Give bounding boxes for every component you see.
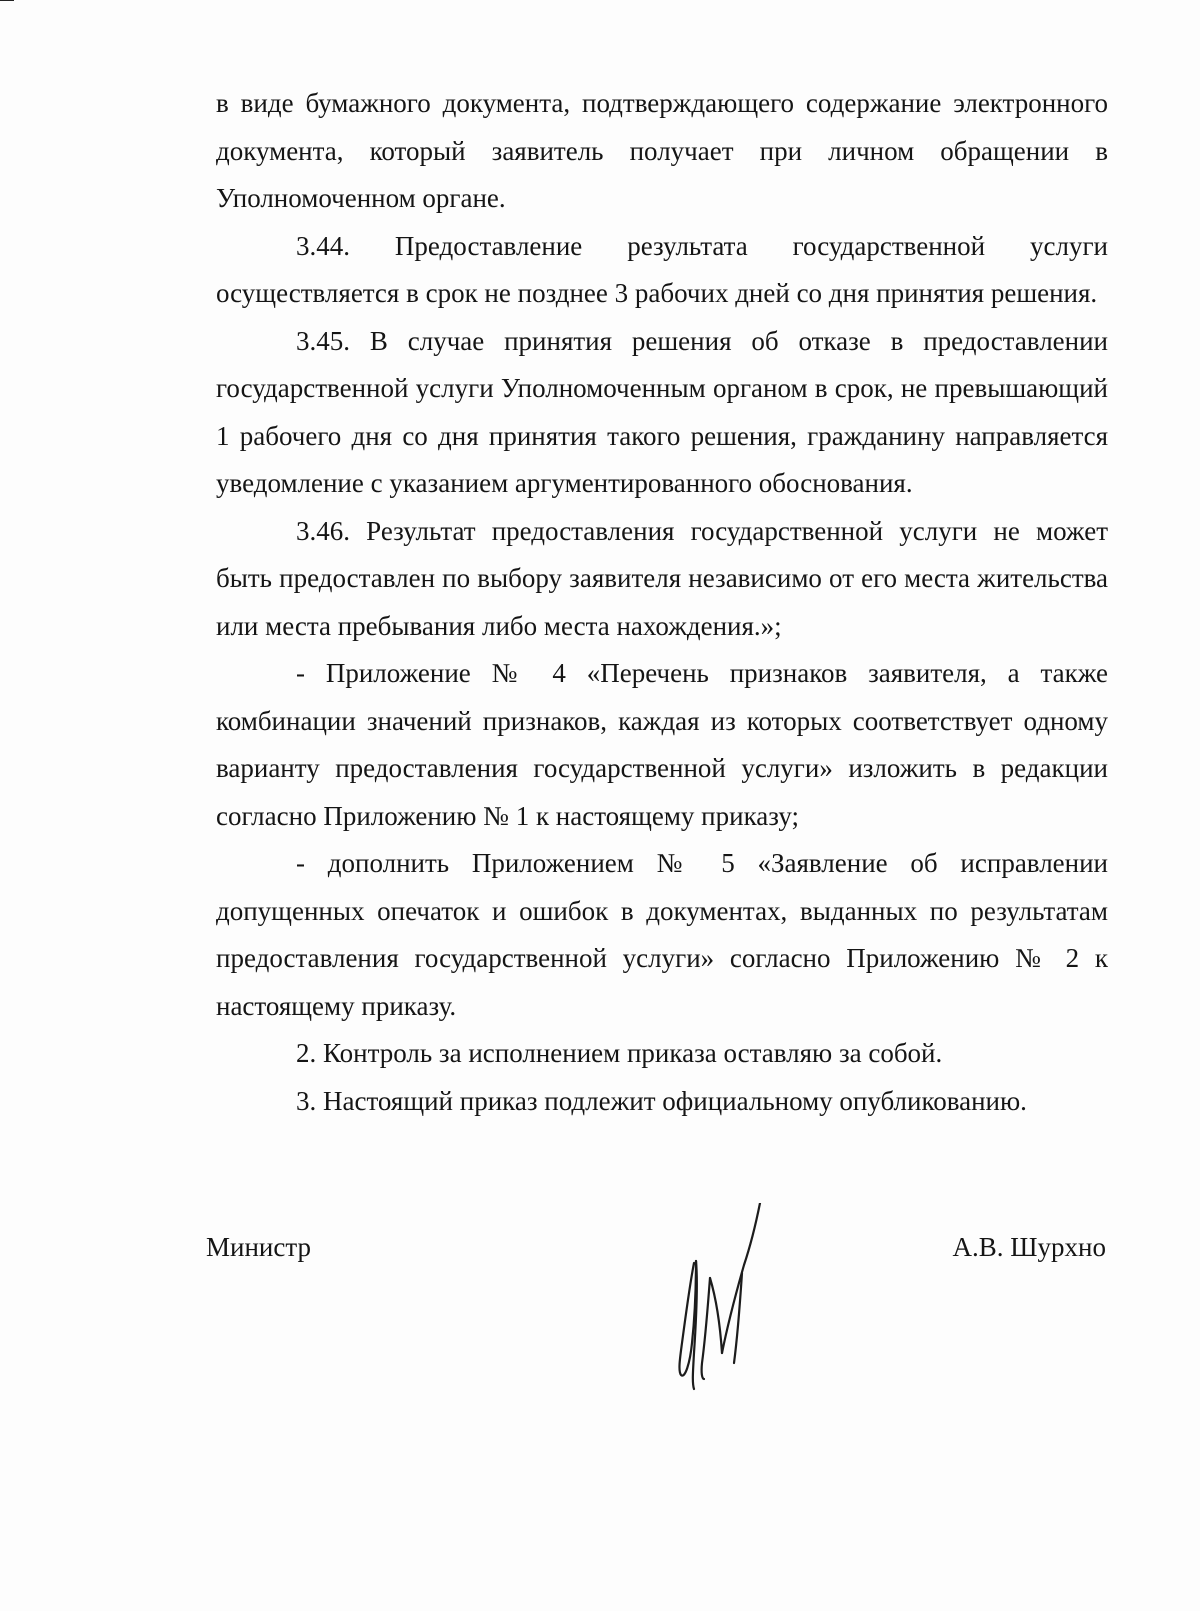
signatory-name: А.В. Шурхно [952, 1232, 1106, 1262]
paragraph-item-2: 2. Контроль за исполнением приказа оставляю за собой. [296, 1038, 943, 1068]
paragraph-continuation: в виде бумажного документа, подтверждающего содержание электронного документа, который заявитель получает при личном обращении в Уполномоченном органе. [216, 88, 1108, 213]
paragraph-appendix-4: - Приложение № 4 «Перечень признаков заявителя, а также комбинации значений признаков, каждая из которых соответствует одному варианту предоставления государственной услуги» изложить в редакции согласно Приложению № 1 к настоящему приказу; [216, 658, 1108, 831]
signatory-title: Министр [206, 1232, 311, 1262]
paragraph-appendix-5: - дополнить Приложением № 5 «Заявление об исправлении допущенных опечаток и ошибок в документах, выданных по результатам предоставления государственной услуги» согласно Приложению № 2 к настоящему приказу. [216, 848, 1108, 1021]
paragraph-3-46: 3.46. Результат предоставления государственной услуги не может быть предоставлен по выбору заявителя независимо от его места жительства или места пребывания либо места нахождения.»; [216, 515, 1108, 641]
paragraph-3-44: 3.44. Предоставление результата государственной услуги осуществляется в срок не позднее 3 рабочих дней со дня принятия решения. [216, 230, 1108, 308]
paragraph-item-3: 3. Настоящий приказ подлежит официальному опубликованию. [296, 1085, 1027, 1116]
handwritten-signature [672, 1203, 792, 1393]
signature-block [206, 1232, 1106, 1272]
scan-edge-mark [0, 0, 14, 1]
document-body [216, 80, 1108, 1125]
paragraph-3-45: 3.45. В случае принятия решения об отказе в предоставлении государственной услуги Уполномоченным органом в срок, не превышающий 1 рабочего дня со дня принятия такого решения, гражданину направляется уведомление с указанием аргументированного обоснования. [216, 325, 1108, 498]
